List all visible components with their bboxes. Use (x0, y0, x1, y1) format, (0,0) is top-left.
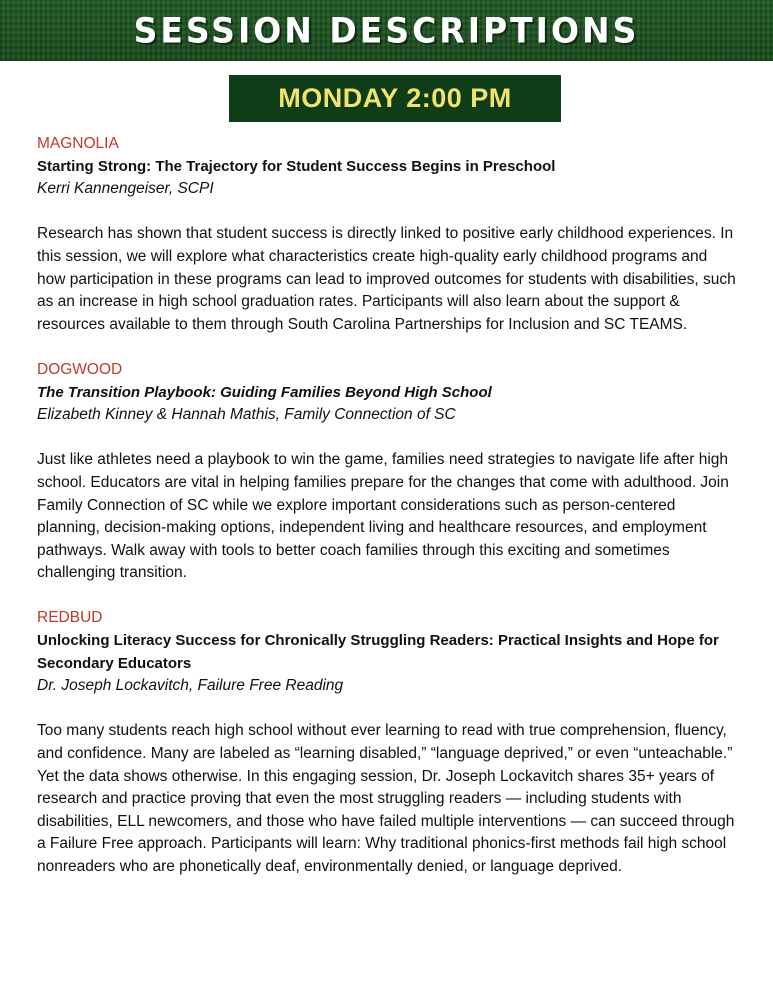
session-description: Too many students reach high school without ever learning to read with true comprehension, fluency, and confidence. Many are labeled as “learning disabled,” “language deprived,” or even “unteachable.” Yet the data shows otherwise. In this engaging session, Dr. Joseph Lockavitch shares 35+ years of research and practice proving that even the most struggling readers — including students with disabilities, ELL newcomers, and those who have failed multiple interventions — can succeed through a Failure Free approach. Participants will learn: Why traditional phonics-first methods fail high school nonreaders who are phonetically deaf, environmentally denied, or language deprived. (37, 722, 735, 875)
session-speaker: Elizabeth Kinney & Hannah Mathis, Family Connection of SC (37, 406, 456, 424)
header-banner (0, 0, 773, 61)
time-slot-label: MONDAY 2:00 PM (278, 83, 512, 113)
session-room: REDBUD (37, 609, 103, 627)
session-title: Unlocking Literacy Success for Chronically Struggling Readers: Practical Insights and Hope for Secondary Educators (37, 632, 719, 672)
session-title: The Transition Playbook: Guiding Families Beyond High School (37, 383, 492, 401)
session-room: DOGWOOD (37, 360, 123, 378)
session-description: Research has shown that student success is directly linked to positive early childhood experiences. In this session, we will explore what characteristics create high-quality early childhood programs and how participation in these programs can lead to improved outcomes for students with disabilities, such as an increase in high school graduation rates. Participants will also learn about the support & resources available to them through South Carolina Partnerships for Inclusion and SC TEAMS. (37, 225, 736, 333)
time-slot-box (229, 75, 561, 122)
session-redbud (37, 607, 737, 878)
session-description: Just like athletes need a playbook to win the game, families need strategies to navigate life after high school. Educators are vital in helping families prepare for the changes that come with adulthood. Join Family Connection of SC while we explore important considerations such as person-centered planning, decision-making options, independent living and healthcare resources, and employment pathways. Walk away with tools to better coach families through this exciting and sometimes challenging transition. (37, 451, 729, 582)
session-speaker: Dr. Joseph Lockavitch, Failure Free Reading (37, 677, 344, 695)
session-dogwood (37, 359, 737, 585)
page-title: SESSION DESCRIPTIONS (133, 10, 640, 51)
session-magnolia (37, 133, 737, 336)
sessions-list (37, 133, 737, 901)
session-title: Starting Strong: The Trajectory for Student Success Begins in Preschool (37, 157, 556, 175)
session-room: MAGNOLIA (37, 135, 119, 152)
session-speaker: Kerri Kannengeiser, SCPI (37, 180, 214, 198)
